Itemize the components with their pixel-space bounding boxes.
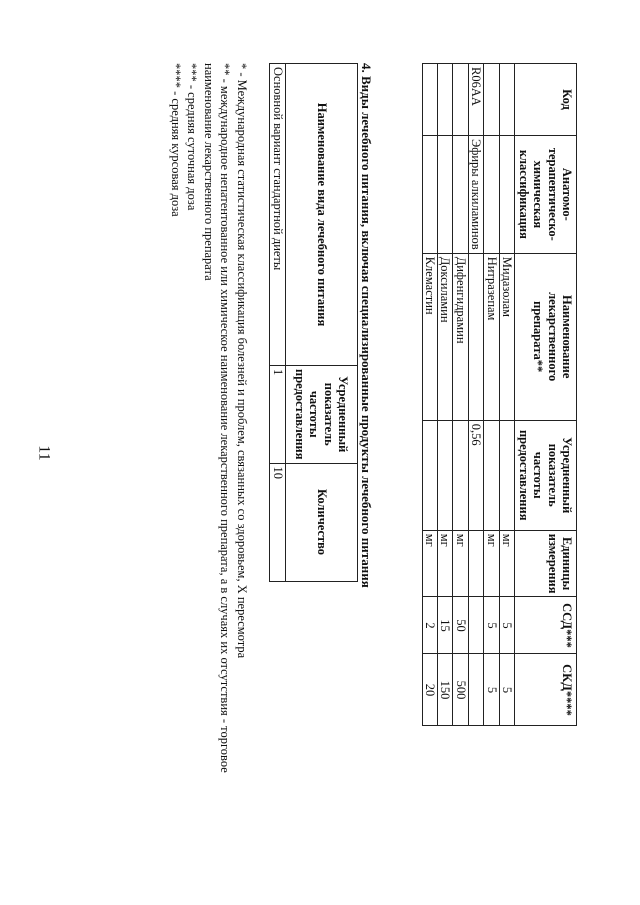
drug-table [422, 63, 577, 726]
cell-unit: мг [499, 530, 514, 597]
cell-code [453, 64, 468, 136]
footnote: *** - средняя суточная доза [185, 63, 200, 211]
cell-atc [499, 136, 514, 254]
page-number: 11 [35, 445, 53, 461]
cell-ssd: 5 [484, 597, 499, 654]
cell-ssd: 5 [499, 597, 514, 654]
header-frequency: Усредненный показатель частоты предоставления [286, 366, 358, 464]
cell-code [422, 64, 437, 136]
cell-frequency: 1 [270, 366, 286, 464]
header-code: Код [515, 64, 577, 136]
table-row [468, 64, 483, 726]
table-row [270, 64, 286, 582]
cell-frequency [438, 420, 453, 530]
cell-code [438, 64, 453, 136]
nutrition-table-header-row [286, 64, 358, 582]
cell-frequency [484, 420, 499, 530]
footnote: ** - международное непатентованное или химическое наименование лекарственного препарата, а в случаях их отсутствия - торговое наименование лекарственного препарата [202, 63, 233, 773]
header-quantity: Количество [286, 463, 358, 581]
cell-frequency [422, 420, 437, 530]
drug-table-header-row [515, 64, 577, 726]
header-units: Единицы измерения [515, 530, 577, 597]
footnotes [168, 63, 251, 843]
cell-code [484, 64, 499, 136]
nutrition-table [269, 63, 358, 582]
cell-skd: 20 [422, 654, 437, 726]
cell-frequency [499, 420, 514, 530]
cell-unit [468, 530, 483, 597]
header-ssd: ССД*** [515, 597, 577, 654]
cell-ssd: 15 [438, 597, 453, 654]
table-row [438, 64, 453, 726]
header-drug-name: Наименование лекарственного препарата** [515, 253, 577, 420]
cell-atc [484, 136, 499, 254]
cell-skd: 5 [484, 654, 499, 726]
cell-atc [453, 136, 468, 254]
table-row [453, 64, 468, 726]
cell-drug: Клемастин [422, 253, 437, 420]
cell-code: R06AA [468, 64, 483, 136]
header-atc: Анатомо-терапевтическо-химическая классификация [515, 136, 577, 254]
cell-atc: Эфиры алкиламинов [468, 136, 483, 254]
cell-skd: 500 [453, 654, 468, 726]
table-row [484, 64, 499, 726]
cell-drug: Нитразепам [484, 253, 499, 420]
header-skd: СКД**** [515, 654, 577, 726]
cell-ssd: 2 [422, 597, 437, 654]
cell-unit: мг [438, 530, 453, 597]
cell-drug: Доксиламин [438, 253, 453, 420]
cell-quantity: 10 [270, 463, 286, 581]
cell-code [499, 64, 514, 136]
cell-skd: 150 [438, 654, 453, 726]
cell-unit: мг [484, 530, 499, 597]
cell-frequency [453, 420, 468, 530]
table-row [499, 64, 514, 726]
cell-ssd [468, 597, 483, 654]
cell-ssd: 50 [453, 597, 468, 654]
cell-drug: Дифенгидрамин [453, 253, 468, 420]
cell-skd [468, 654, 483, 726]
header-frequency: Усредненный показатель частоты предоставления [515, 420, 577, 530]
cell-drug: Мидазолам [499, 253, 514, 420]
footnote: * - Международная статистическая классификация болезней и проблем, связанных со здоровьем, X пересмотра [235, 63, 249, 659]
section-heading: 4. Виды лечебного питания, включая специализированные продукты лечебного питания [359, 63, 374, 588]
cell-atc [438, 136, 453, 254]
cell-drug [468, 253, 483, 420]
cell-frequency: 0,56 [468, 420, 483, 530]
cell-atc [422, 136, 437, 254]
cell-skd: 5 [499, 654, 514, 726]
table-row [422, 64, 437, 726]
footnote: **** - средняя курсовая доза [169, 63, 183, 217]
cell-unit: мг [453, 530, 468, 597]
cell-unit: мг [422, 530, 437, 597]
cell-nutrition-name: Основной вариант стандартной диеты [270, 64, 286, 366]
header-nutrition-name: Наименование вида лечебного питания [286, 64, 358, 366]
